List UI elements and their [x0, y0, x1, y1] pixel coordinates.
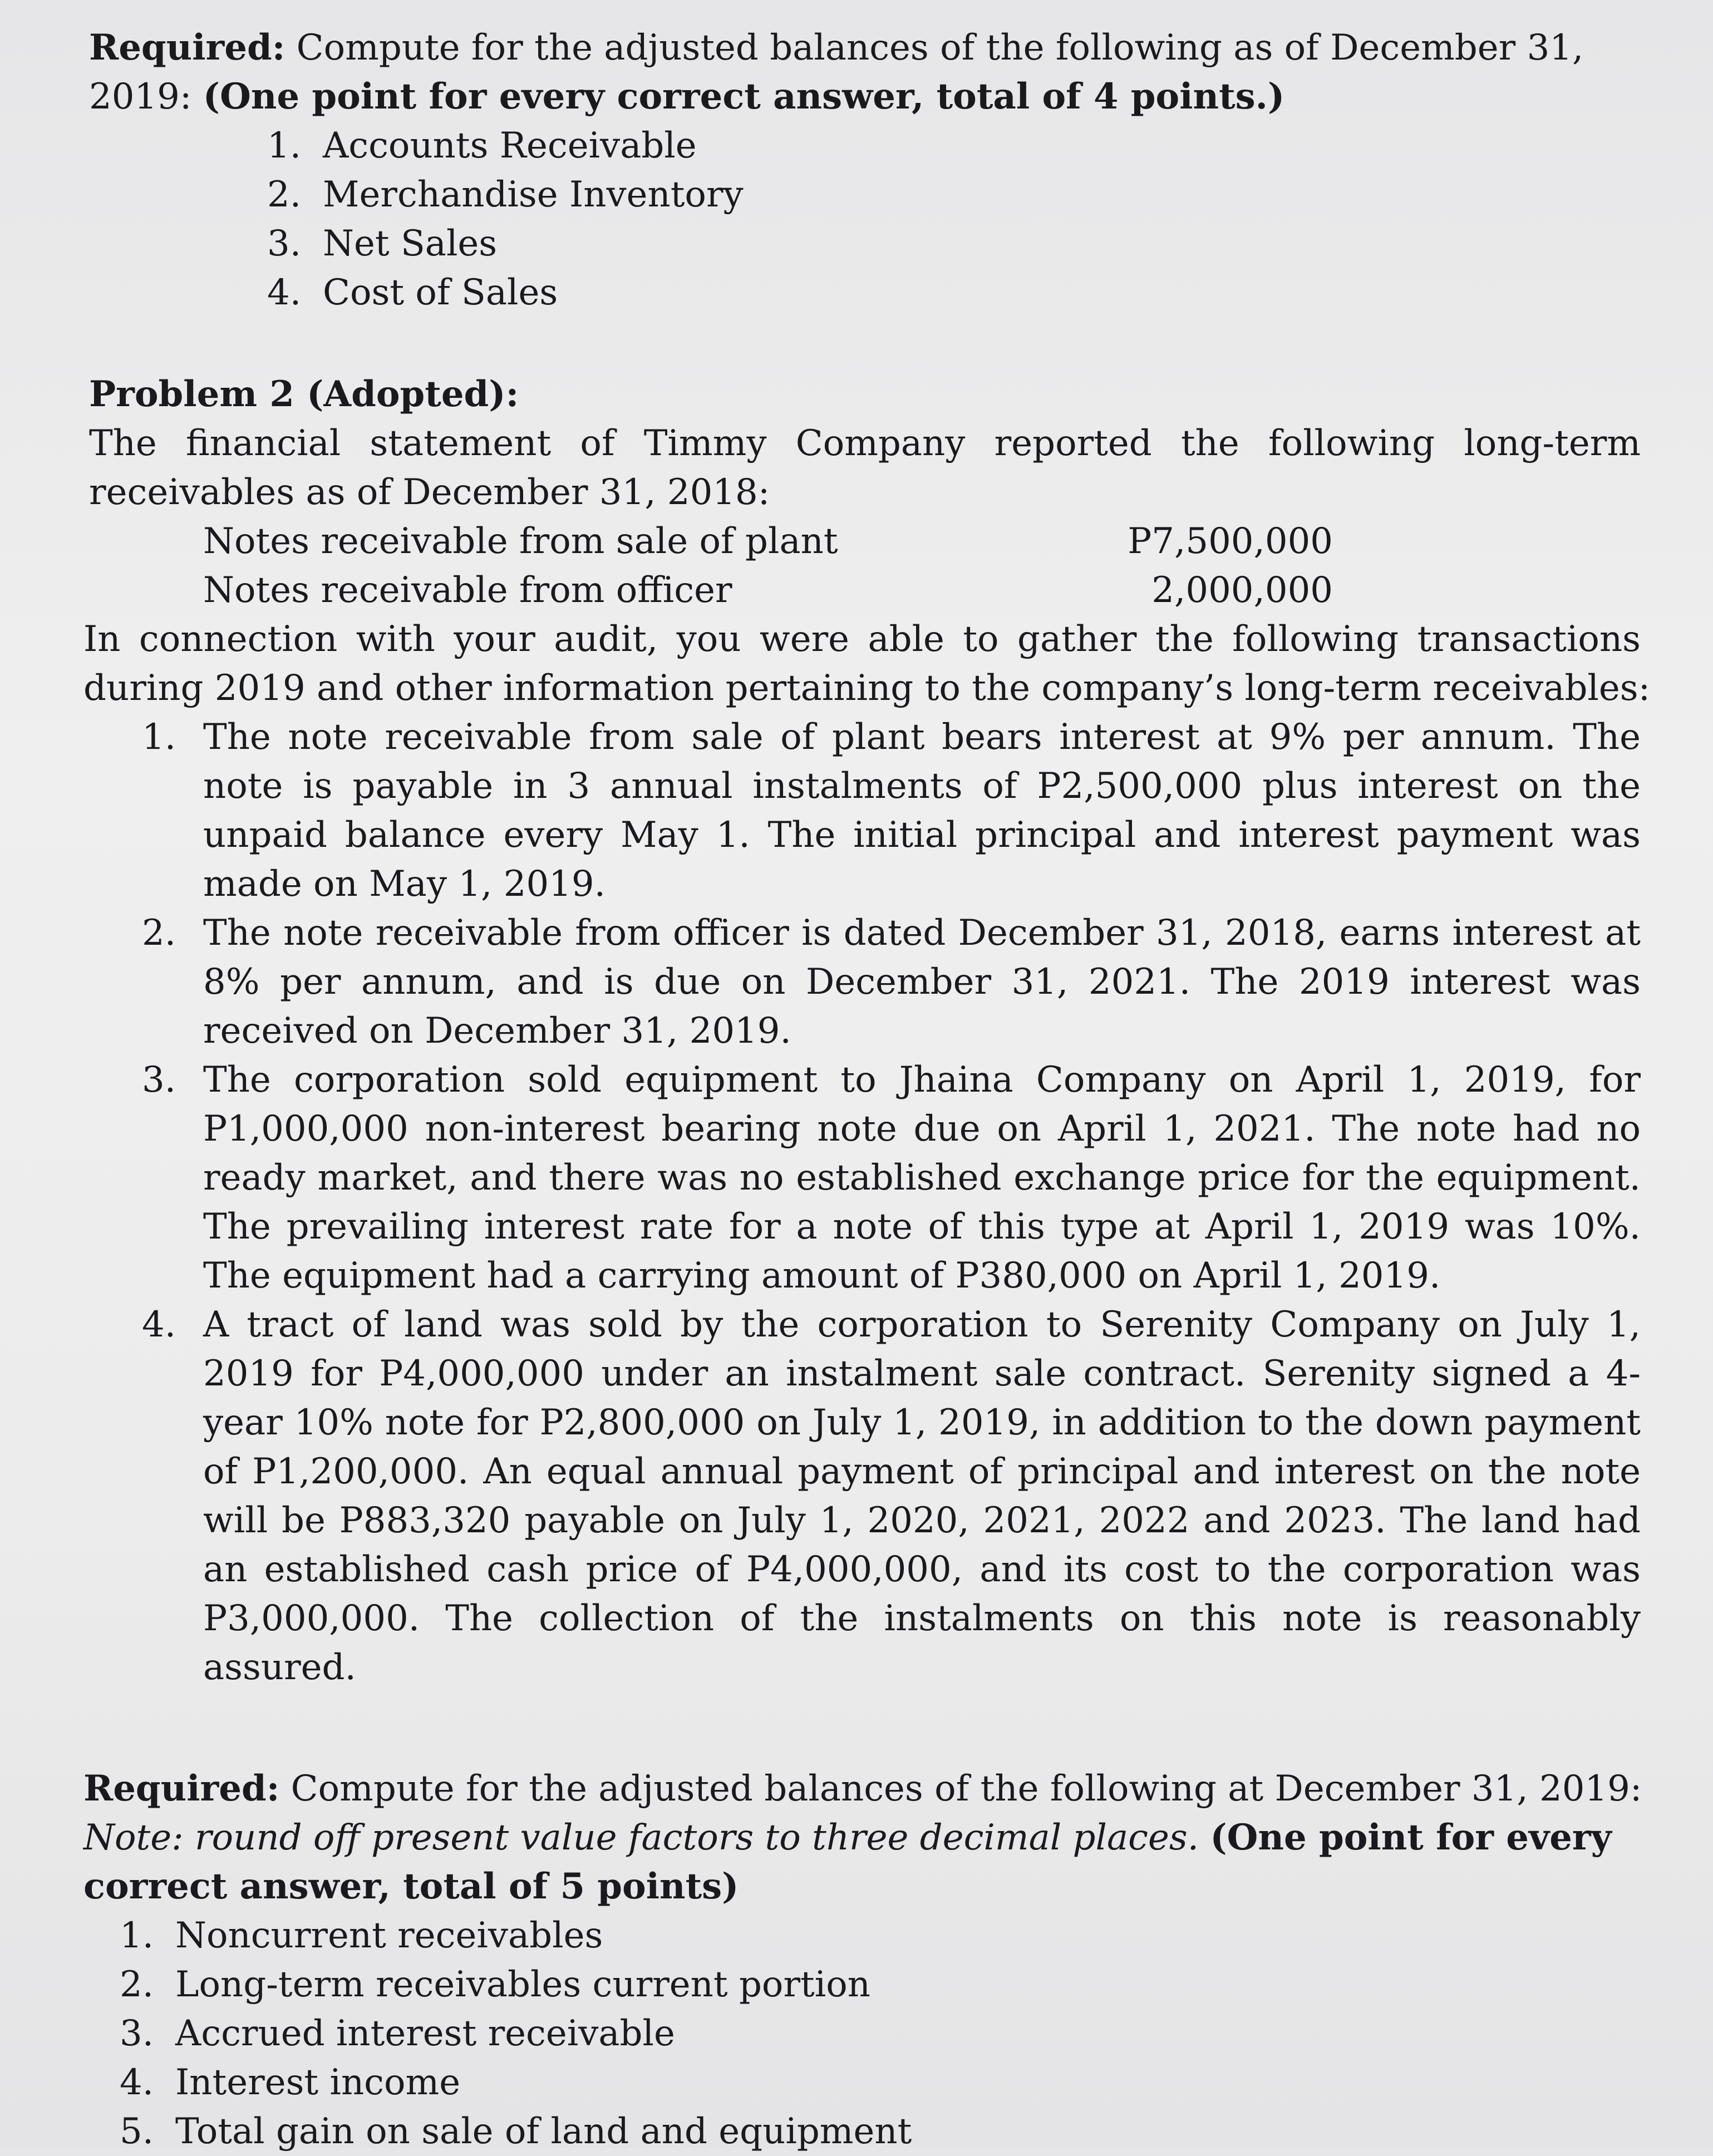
problem1-required [83, 17, 1657, 121]
note-amount: 2,000,000 [1151, 570, 1333, 611]
problem2-required [83, 1764, 1657, 1911]
list-item: 4. Cost of Sales [267, 272, 558, 313]
problem2-heading: Problem 2 (Adopted): [89, 373, 519, 415]
transaction-number: 1. [142, 717, 176, 758]
list-item: 1. Noncurrent receivables [120, 1915, 603, 1956]
list-item: 5. Total gain on sale of land and equipment [120, 2111, 912, 2152]
transaction-number: 4. [142, 1304, 176, 1345]
problem1-item-list [83, 121, 1657, 317]
transaction-number: 3. [142, 1059, 176, 1101]
required-year: 2019: [89, 76, 192, 117]
transaction-item [83, 909, 1657, 1055]
transaction-number: 2. [142, 912, 176, 954]
required-label: Required: [89, 27, 286, 68]
note-row-plant [83, 517, 1657, 566]
problem2-intro-line1: The financial statement of Timmy Company reported the following long-term [89, 423, 1641, 464]
list-item: 1. Accounts Receivable [267, 125, 697, 166]
transaction-item [83, 1055, 1657, 1300]
points-line2: correct answer, total of 5 points) [83, 1866, 739, 1907]
required-points: (One point for every correct answer, total of 4 points.) [203, 76, 1285, 117]
audit-line2: during 2019 and other information pertaining to the company’s long-term receivables: [83, 668, 1651, 709]
list-item: 2. Long-term receivables current portion [120, 1964, 870, 2005]
list-item: 3. Accrued interest receivable [120, 2013, 675, 2054]
required-label: Required: [83, 1768, 280, 1809]
list-item: 4. Interest income [120, 2062, 461, 2103]
transaction-text: The note receivable from officer is dated December 31, 2018, earns interest at 8% per annum, and is due on December 31, 2021. The 2019 interest was received on December 31, 2019. [203, 912, 1641, 1052]
problem2-intro-line2: receivables as of December 31, 2018: [89, 472, 770, 513]
note-amount: P7,500,000 [1128, 521, 1333, 562]
note-text: Note: round off present value factors to three decimal places. [83, 1817, 1199, 1858]
audit-line1: In connection with your audit, you were able to gather the following transactions [83, 619, 1641, 660]
list-item: 2. Merchandise Inventory [267, 174, 744, 215]
transaction-item [83, 1300, 1657, 1692]
transaction-text: The note receivable from sale of plant bears interest at 9% per annum. The note is payable in 3 annual instalments of P2,500,000 plus interest on the unpaid balance every May 1. The initial principal and interest payment was made on May 1, 2019. [203, 717, 1641, 905]
points-line1: (One point for every [1210, 1817, 1612, 1858]
required-text: Compute for the adjusted balances of the following at December 31, 2019: [291, 1768, 1642, 1809]
problem2-item-list [83, 1911, 1657, 2156]
transaction-text: The corporation sold equipment to Jhaina Company on April 1, 2019, for P1,000,000 non-interest bearing note due on April 1, 2021. The note had no ready market, and there was no established exchange price for the equipment. The prevailing interest rate for a note of this type at April 1, 2019 was 10%. The equipment had a carrying amount of P380,000 on April 1, 2019. [203, 1059, 1641, 1296]
note-label: Notes receivable from officer [203, 570, 732, 611]
required-text: Compute for the adjusted balances of the following as of December 31, [296, 27, 1584, 68]
transaction-item [83, 713, 1657, 909]
note-row-officer [83, 566, 1657, 615]
note-label: Notes receivable from sale of plant [203, 521, 838, 562]
list-item: 3. Net Sales [267, 223, 498, 264]
transactions-list [83, 713, 1657, 1692]
transaction-text: A tract of land was sold by the corporation to Serenity Company on July 1, 2019 for P4,000,000 under an instalment sale contract. Serenity signed a 4-year 10% note for P2,800,000 on July 1, 2019, in addition to the down payment of P1,200,000. An equal annual payment of principal and interest on the note will be P883,320 payable on July 1, 2020, 2021, 2022 and 2023. The land had an established cash price of P4,000,000, and its cost to the corporation was P3,000,000. The collection of the instalments on this note is reasonably assured. [203, 1304, 1641, 1688]
